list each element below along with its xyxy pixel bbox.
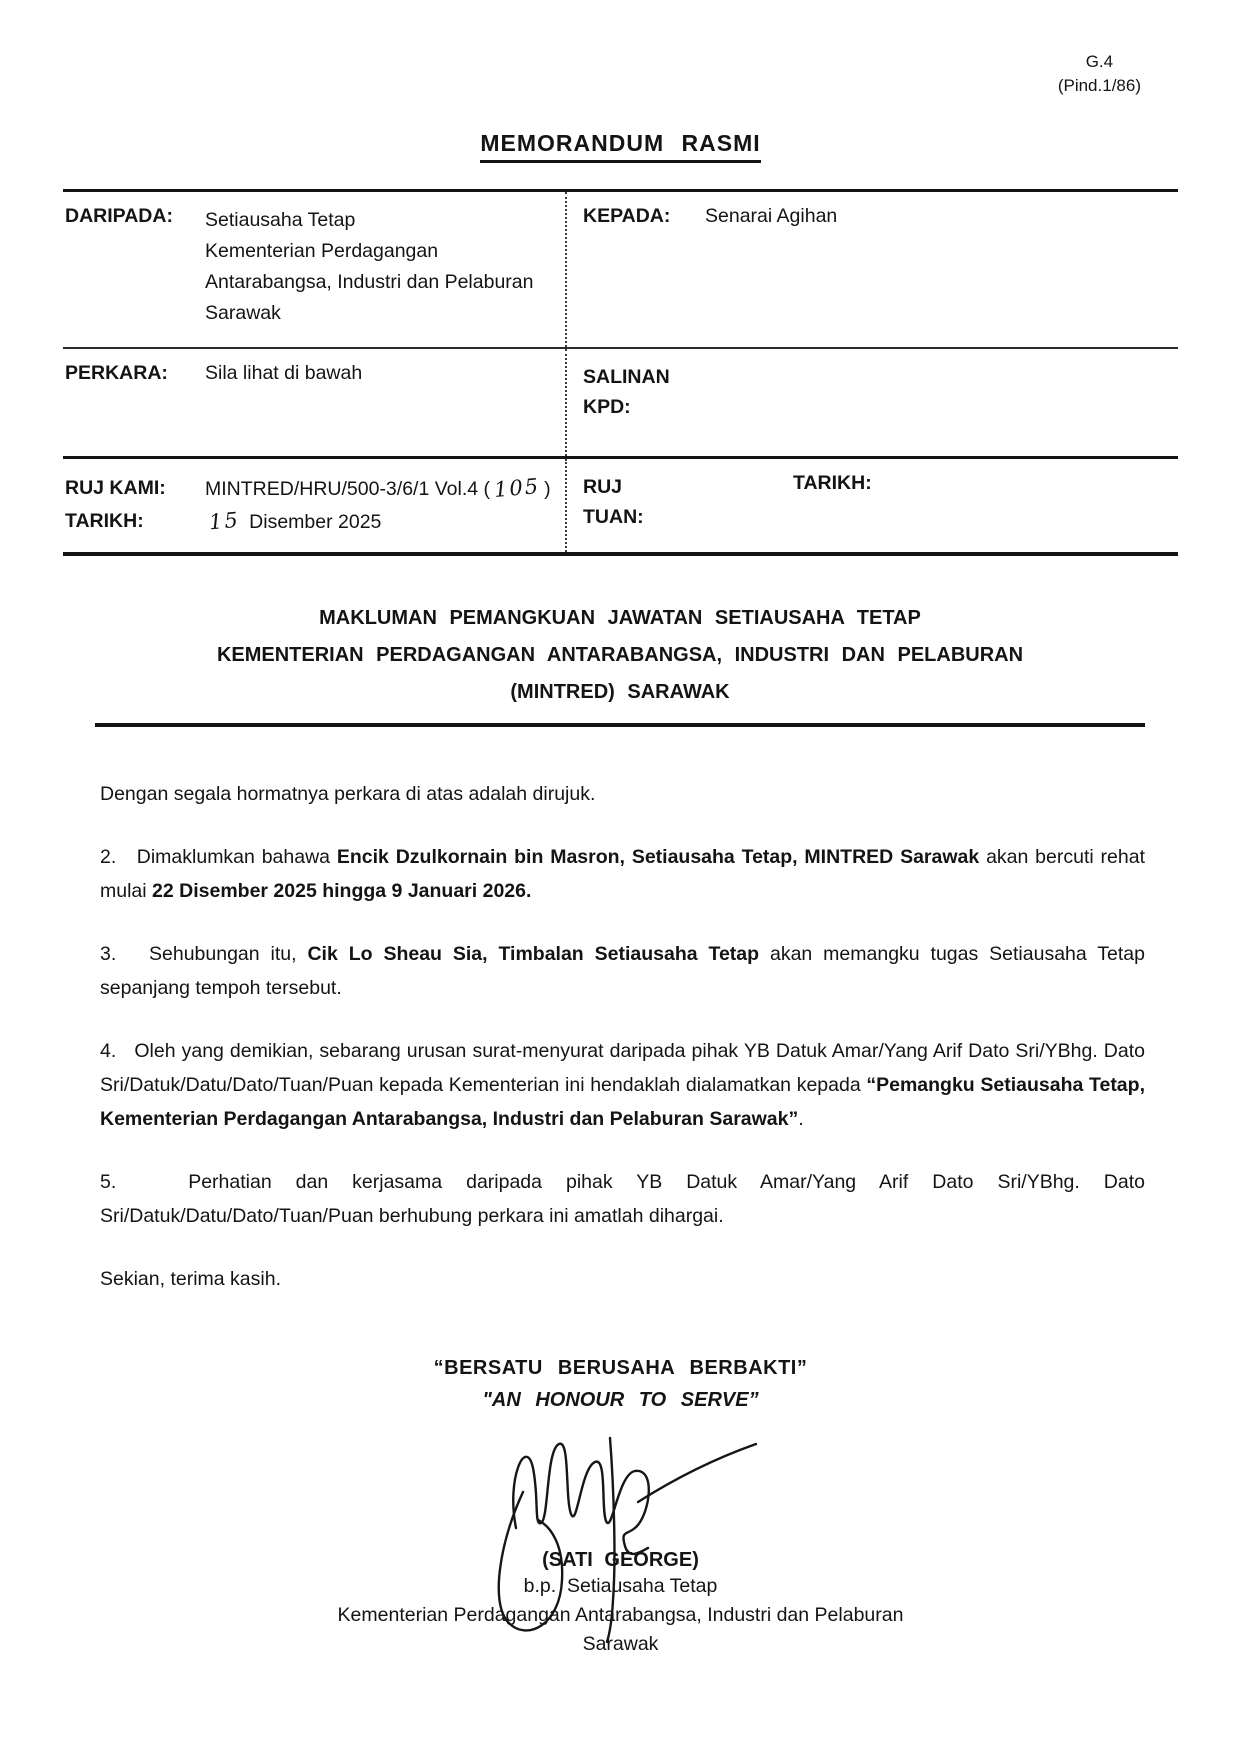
perkara-label: PERKARA: (65, 362, 168, 384)
form-revision: (Pind.1/86) (1057, 76, 1141, 95)
kepada-value: Senarai Agihan (705, 205, 838, 227)
ruj-tuan-label: RUJ TUAN: (583, 476, 644, 528)
signature-block (0, 1434, 1241, 1659)
daripada-label: DARIPADA: (65, 205, 173, 227)
title-wrap (0, 0, 1241, 163)
table-row-perkara-salinan (63, 347, 1178, 456)
signatory-title-lines: b.p. Setiausaha Tetap Kementerian Perdagangan Antarabangsa, Industri dan Pelaburan Sarawak (337, 1575, 904, 1655)
table-row-daripada-kepada (63, 192, 1178, 347)
kepada-cell (565, 192, 1178, 347)
paragraph-3: 3. Sehubungan itu, Cik Lo Sheau Sia, Timbalan Setiausaha Tetap akan memangku tugas Setiausaha Tetap sepanjang tempoh tersebut. (100, 943, 1145, 999)
motto-line-2: "AN HONOUR TO SERVE” (482, 1389, 759, 1411)
paragraph-4: 4. Oleh yang demikian, sebarang urusan surat-menyurat daripada pihak YB Datuk Amar/Yang Arif Dato Sri/YBhg. Dato Sri/Datuk/Datu/Dato/Tuan/Puan kepada Kementerian ini hendaklah dialamatkan kepada “Pemangku Setiausaha Tetap, Kementerian Perdagangan Antarabangsa, Industri dan Pelaburan Sarawak”. (100, 1040, 1145, 1130)
ruj-kami-cell (63, 459, 565, 552)
page-title: MEMORANDUM RASMI (480, 130, 760, 163)
motto-block (0, 1352, 1241, 1416)
form-code: G.4 (1085, 52, 1114, 71)
motto-line-1: “BERSATU BERUSAHA BERBAKTI” (433, 1357, 808, 1379)
paragraph-5: 5. Perhatian dan kerjasama daripada pihak YB Datuk Amar/Yang Arif Dato Sri/YBhg. Dato Sri/Datuk/Datu/Dato/Tuan/Puan berhubung perkara ini amatlah dihargai. (100, 1171, 1145, 1227)
salinan-kpd-label: SALINAN KPD: (583, 366, 670, 418)
tarikh-value: 15 Disember 2025 (205, 505, 559, 538)
kepada-label: KEPADA: (583, 205, 671, 227)
ruj-kami-label: RUJ KAMI: (65, 477, 166, 499)
ruj-tuan-cell (565, 459, 1178, 552)
paragraph-2: 2. Dimaklumkan bahawa Encik Dzulkornain bin Masron, Setiausaha Tetap, MINTRED Sarawak akan bercuti rehat mulai 22 Disember 2025 hingga 9 Januari 2026. (100, 846, 1145, 902)
tarikh-right-label: TARIKH: (793, 472, 872, 494)
perkara-value: Sila lihat di bawah (205, 362, 363, 384)
tarikh-label: TARIKH: (65, 510, 144, 532)
paragraph-1: Dengan segala hormatnya perkara di atas adalah dirujuk. (100, 783, 596, 805)
signatory-name: (SATI GEORGE) (542, 1549, 699, 1571)
ruj-kami-value: MINTRED/HRU/500-3/6/1 Vol.4 ( 105 ) (205, 472, 559, 505)
daripada-cell (63, 192, 565, 347)
daripada-value: Setiausaha Tetap Kementerian Perdagangan Antarabangsa, Industri dan Pelaburan Sarawak (205, 209, 534, 324)
memo-header-table (63, 189, 1178, 556)
salinan-cell (565, 349, 1178, 456)
closing-line: Sekian, terima kasih. (100, 1268, 281, 1290)
perkara-cell (63, 349, 565, 456)
table-row-ruj-tarikh (63, 456, 1178, 552)
tarikh-handwritten-day: 15 (208, 507, 241, 535)
memo-body (100, 777, 1145, 1296)
ruj-kami-handwritten-number: 105 (493, 474, 542, 502)
subject-heading: MAKLUMAN PEMANGKUAN JAWATAN SETIAUSAHA TETAP KEMENTERIAN PERDAGANGAN ANTARABANGSA, INDUSTRI DAN PELABURAN (MINTRED) SARAWAK (95, 600, 1145, 727)
form-code-block (1058, 50, 1141, 98)
